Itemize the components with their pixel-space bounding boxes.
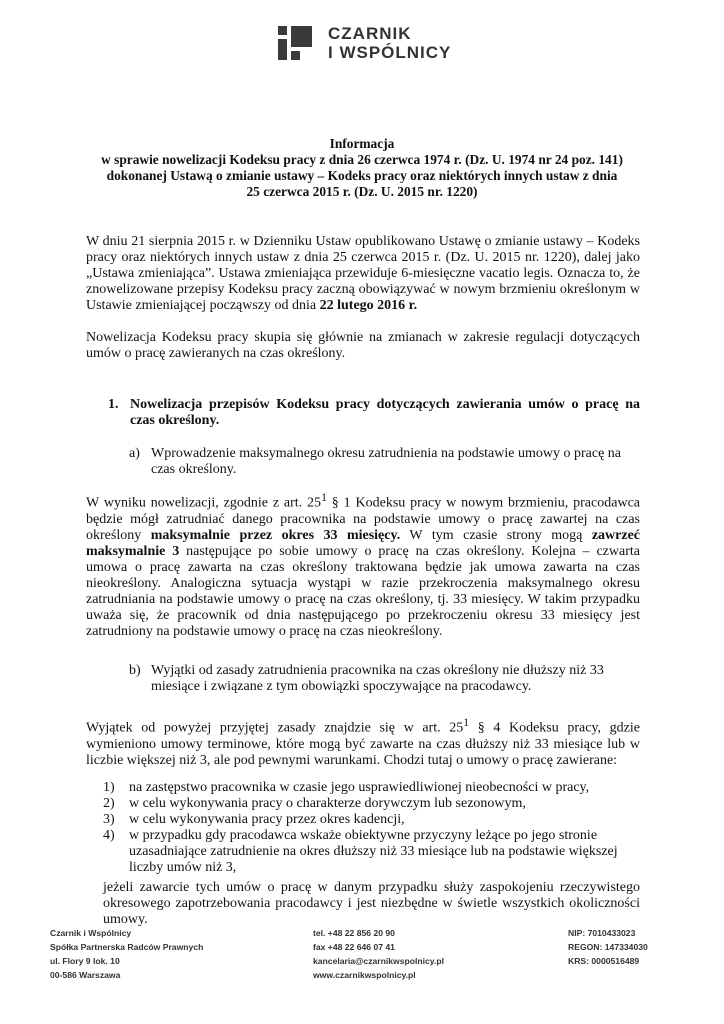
paragraph-scope: Nowelizacja Kodeksu pracy skupia się głównie na zmianach w zakresie regulacji dotyczących umów o pracę zawieranych na czas określony. xyxy=(86,330,640,361)
document-heading xyxy=(60,136,664,200)
heading-line-4: 25 czerwca 2015 r. (Dz. U. 2015 nr. 1220) xyxy=(246,184,478,199)
footer-email-link[interactable]: kancelaria@czarnikwspolnicy.pl xyxy=(313,956,444,966)
list-item: 2) w celu wykonywania pracy o charakterze dorywczym lub sezonowym, xyxy=(103,796,526,811)
subsection-letter: a) xyxy=(129,446,140,461)
list-item: 3) w celu wykonywania pracy przez okres kadencji, xyxy=(103,812,405,827)
logo-line-1: CZARNIK xyxy=(328,24,412,43)
heading-title: Informacja xyxy=(329,136,395,151)
footer-registry: NIP: 7010433023 REGON: 147334030 KRS: 0000516489 xyxy=(568,928,648,966)
list-conclusion: jeżeli zawarcie tych umów o pracę w danym przypadku służy zaspokojeniu rzeczywistego okresowego zapotrzebowania pracodawcy i jest niezbędne w świetle wszystkich okoliczności umowy. xyxy=(103,880,640,927)
bold-max-3: zawrzeć maksymalnie 3 xyxy=(86,527,640,559)
intro-text: W dniu 21 sierpnia 2015 r. w Dzienniku Ustaw opublikowano Ustawę o zmianie ustawy – Kodeks pracy oraz niektórych innych ustaw z dnia 25 czerwca 2015 r. (Dz. U. 2015 nr. 1220), dalej jako „Ustawa zmieniająca”. Ustawa zmieniająca przewiduje 6-miesięczne vacatio legis. Oznacza to, że znowelizowane przepisy Kodeksu pracy zaczną obowiązywać w nowym brzmieniu określonym w Ustawie zmieniającej począwszy od dnia xyxy=(86,234,640,313)
heading-line-3: dokonanej Ustawą o zmianie ustawy – Kodeks pracy oraz niektórych innych ustaw z dnia xyxy=(106,168,618,183)
footer-website-link[interactable]: www.czarnikwspolnicy.pl xyxy=(313,970,416,980)
logo-text xyxy=(328,24,451,62)
logo-line-2: I WSPÓLNICY xyxy=(328,43,452,62)
exceptions-list xyxy=(103,780,640,876)
effective-date: 22 lutego 2016 r. xyxy=(319,298,418,313)
subsection-text: Wprowadzenie maksymalnego okresu zatrudnienia na podstawie umowy o pracę na czas określony. xyxy=(151,446,621,477)
heading-line-2: w sprawie nowelizacji Kodeksu pracy z dnia 26 czerwca 1974 r. (Dz. U. 1974 nr 24 poz. 141) xyxy=(101,152,623,167)
subsection-text: Wyjątki od zasady zatrudnienia pracownika na czas określony nie dłuższy niż 33 miesiące i związane z tym obowiązki spoczywające na pracodawcy. xyxy=(151,663,604,694)
list-item: 1) na zastępstwo pracownika w czasie jego usprawiedliwionej nieobecności w pracy, xyxy=(103,780,590,795)
footer-phone: tel. +48 22 856 20 90 xyxy=(313,928,395,938)
subsection-letter: b) xyxy=(129,663,141,678)
footer-contact xyxy=(313,926,444,982)
section-number: 1. xyxy=(108,397,119,412)
paragraph-max-period: W wyniku nowelizacji, zgodnie z art. $25^1$ § 1 Kodeksu pracy w nowym brzmieniu, pracodawca będzie mógł zatrudniać danego pracownika na podstawie umowy o pracę zawartej na czas określony maksymalnie przez okres 33 miesięcy. W tym czasie strony mogą zawrzeć maksymalnie 3 następujące po sobie umowy o pracę na czas określony. Kolejna – czwarta umowa o pracę zawarta na czas określony traktowana będzie jak umowa zawarta na czas nieokreślony. Analogiczna sytuacja wystąpi w razie przekroczenia maksymalnego okresu zatrudniania na podstawie umowy o pracę na czas określony, tj. 33 miesięcy. W takim przypadku uważa się, że pracownik od dnia następującego po przekroczeniu okresu 33 miesięcy jest zatrudniony na podstawie umowy o pracę na czas nieokreślony. xyxy=(86,491,640,639)
paragraph-exceptions: Wyjątek od powyżej przyjętej zasady znajdzie się w art. $25^1$ § 4 Kodeksu pracy, gdzie wymieniono umowy terminowe, które mogą być zawarte na czas dłuższy niż 33 miesiące lub w liczbie większej niż 3, ale pod pewnymi warunkami. Chodzi tutaj o umowy o pracę zawierane: xyxy=(86,716,640,768)
footer-address: Czarnik i Wspólnicy Spółka Partnerska Radców Prawnych ul. Flory 9 lok. 10 00-586 Warszawa xyxy=(50,928,204,980)
bold-33-months: maksymalnie przez okres 33 miesięcy. xyxy=(150,527,401,543)
footer-fax: fax +48 22 646 07 41 xyxy=(313,942,395,952)
paragraph-intro xyxy=(86,234,640,314)
section-title: Nowelizacja przepisów Kodeksu pracy dotyczących zawierania umów o pracę na czas określony. xyxy=(130,397,640,428)
list-item: 4) w przypadku gdy pracodawca wskaże obiektywne przyczyny leżące po jego stronie uzasadniające zatrudnienie na okres dłuższy niż 33 miesiące lub na podstawie większej liczby umów niż 3, xyxy=(103,828,618,875)
company-logo xyxy=(278,26,468,70)
